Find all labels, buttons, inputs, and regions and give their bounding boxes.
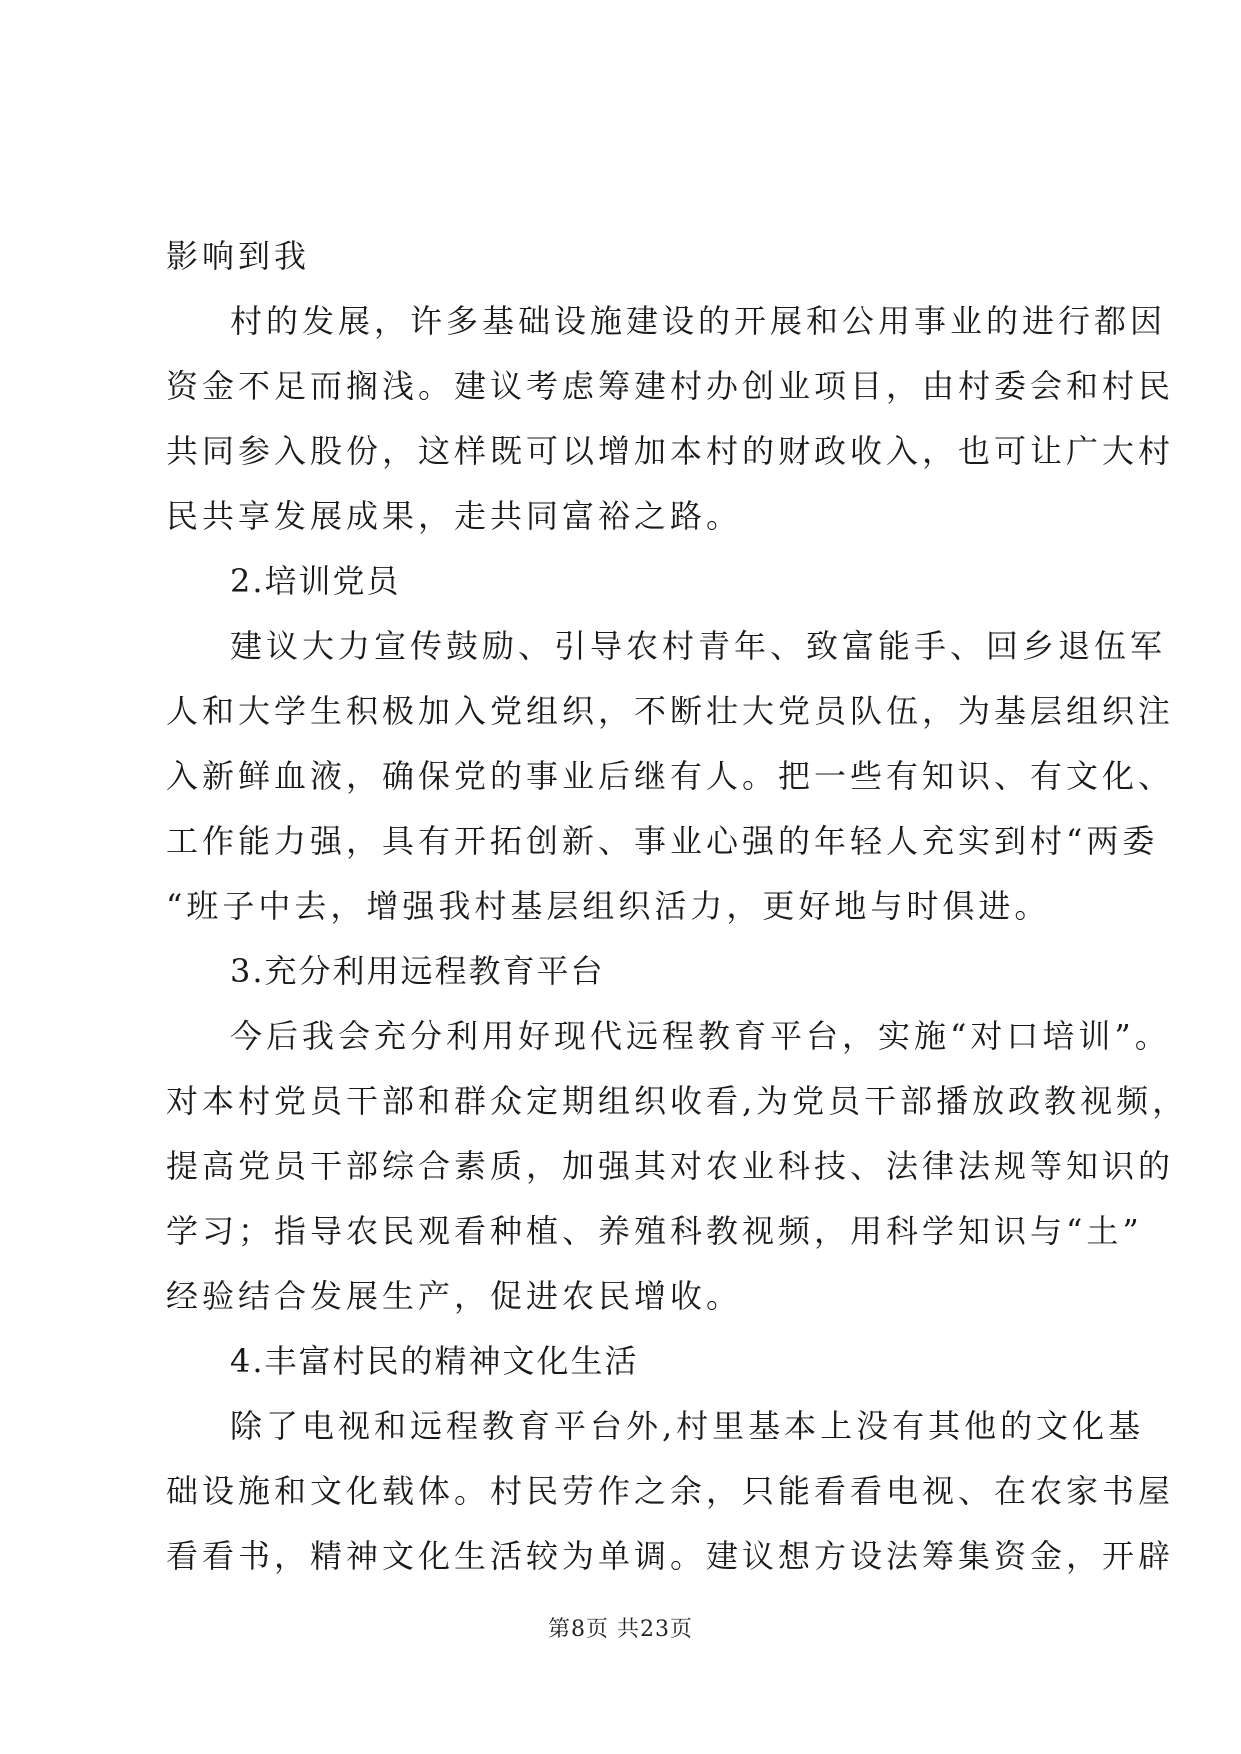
text-line: 础设施和文化载体。村民劳作之余，只能看看电视、在农家书屋 <box>166 1472 1175 1510</box>
section-heading: 3.充分利用远程教育平台 <box>230 952 605 990</box>
text-line: 人和大学生积极加入党组织，不断壮大党员队伍，为基层组织注 <box>166 692 1175 730</box>
text-line: 建议大力宣传鼓励、引导农村青年、致富能手、回乡退伍军 <box>230 627 1167 665</box>
page-number-footer: 第8页 共23页 <box>548 1617 693 1642</box>
text-line: 学习；指导农民观看种植、养殖科教视频，用科学知识与“土” <box>166 1212 1143 1250</box>
text-line: 提高党员干部综合素质，加强其对农业科技、法律法规等知识的 <box>166 1147 1175 1185</box>
text-line: 工作能力强，具有开拓创新、事业心强的年轻人充实到村“两委 <box>166 822 1159 860</box>
text-line: “班子中去，增强我村基层组织活力，更好地与时俱进。 <box>166 887 1051 925</box>
text-line: 影响到我 <box>166 237 311 275</box>
document-body <box>166 224 1189 1589</box>
text-line: 村的发展，许多基础设施建设的开展和公用事业的进行都因 <box>230 302 1167 340</box>
text-line: 今后我会充分利用好现代远程教育平台，实施“对口培训”。 <box>230 1017 1171 1055</box>
text-line: 对本村党员干部和群众定期组织收看,为党员干部播放政教视频， <box>166 1082 1189 1120</box>
text-line: 看看书，精神文化生活较为单调。建议想方设法筹集资金，开辟 <box>166 1537 1175 1575</box>
text-line: 资金不足而搁浅。建议考虑筹建村办创业项目，由村委会和村民 <box>166 367 1175 405</box>
text-line: 民共享发展成果，走共同富裕之路。 <box>166 497 743 535</box>
text-line: 入新鲜血液，确保党的事业后继有人。把一些有知识、有文化、 <box>166 757 1175 795</box>
text-line: 共同参入股份，这样既可以增加本村的财政收入，也可让广大村 <box>166 432 1175 470</box>
text-line: 除了电视和远程教育平台外,村里基本上没有其他的文化基 <box>230 1407 1145 1445</box>
section-heading: 2.培训党员 <box>230 562 401 600</box>
text-line: 经验结合发展生产，促进农民增收。 <box>166 1277 743 1315</box>
section-heading: 4.丰富村民的精神文化生活 <box>230 1342 639 1380</box>
